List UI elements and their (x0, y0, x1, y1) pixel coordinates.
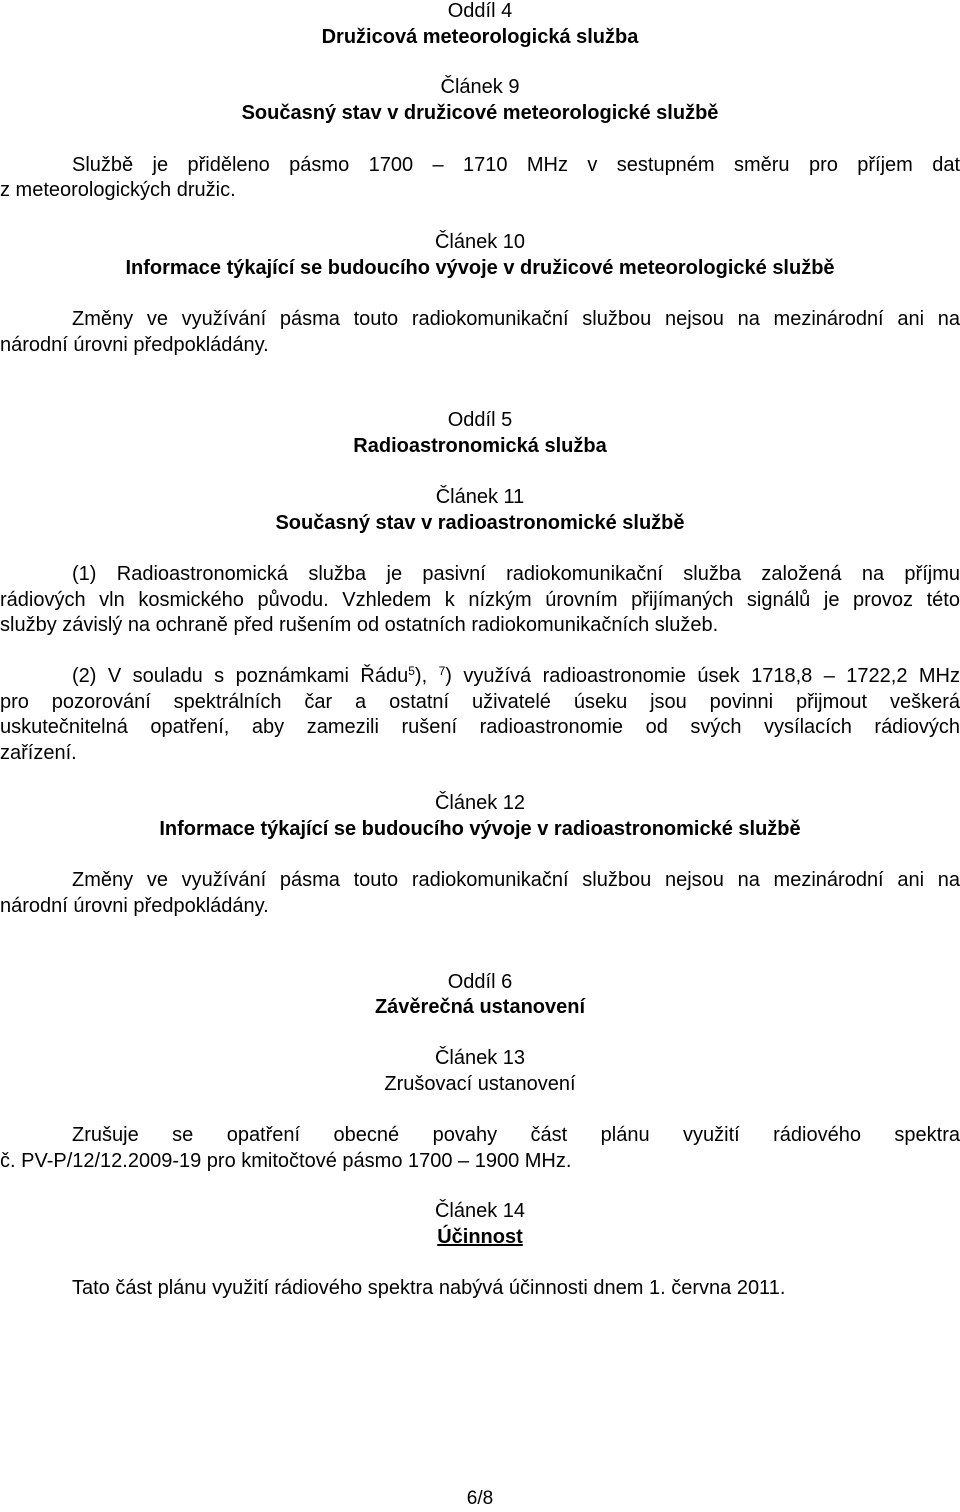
article-12-paragraph-line: národní úrovni předpokládány. (0, 895, 269, 917)
article-12-heading: Článek 12 (434, 792, 526, 814)
article-9-paragraph-line: Službě je přiděleno pásmo 1700 – 1710 MHz v sestupném směru pro příjem dat (72, 154, 960, 176)
article-14-title: Účinnost (437, 1226, 523, 1248)
article-9-title: Současný stav v družicové meteorologické službě (241, 102, 719, 124)
article-11-paragraph-2-line (0, 663, 960, 689)
article-11-heading: Článek 11 (435, 486, 525, 508)
article-11-paragraph-2-line: pro pozorování spektrálních čar a ostatní uživatelé úseku jsou povinni přijmout veškerá (0, 691, 960, 713)
paragraph-2-text: ) využívá radioastronomie úsek 1718,8 – 1722,2 MHz (445, 665, 960, 687)
article-11-paragraph-1-line: (1) Radioastronomická služba je pasivní radiokomunikační služba založená na příjmu (72, 563, 960, 585)
page-number: 6/8 (466, 1488, 494, 1509)
article-11-paragraph-2-line: uskutečnitelná opatření, aby zamezili rušení radioastronomie od svých vysílacích rádiových (0, 716, 960, 738)
section-5-title: Radioastronomická služba (353, 435, 607, 457)
paragraph-2-text: ), (414, 665, 439, 687)
article-11-paragraph-1-line: rádiových vln kosmického původu. Vzhledem k nízkým úrovním přijímaných signálů je provoz této (0, 589, 960, 611)
article-14-paragraph-line: Tato část plánu využití rádiového spektra nabývá účinnosti dnem 1. června 2011. (72, 1277, 786, 1299)
footnote-ref-7: 7 (438, 664, 446, 678)
article-10-heading: Článek 10 (434, 231, 526, 253)
section-6-heading: Oddíl 6 (447, 971, 513, 993)
paragraph-2-text: (2) V souladu s poznámkami Řádu (72, 665, 409, 687)
article-13-heading: Článek 13 (434, 1047, 526, 1069)
article-10-title: Informace týkající se budoucího vývoje v družicové meteorologické službě (125, 257, 835, 279)
section-4-heading: Oddíl 4 (447, 0, 513, 22)
article-9-paragraph-line: z meteorologických družic. (0, 179, 236, 201)
article-10-paragraph-line: Změny ve využívání pásma touto radiokomunikační službou nejsou na mezinárodní ani na (72, 308, 960, 330)
section-6-title: Závěrečná ustanovení (374, 996, 586, 1018)
article-9-heading: Článek 9 (440, 76, 520, 98)
footnote-ref-5: 5 (408, 664, 415, 678)
article-11-paragraph-2-line: zařízení. (0, 742, 77, 764)
article-10-paragraph-line: národní úrovni předpokládány. (0, 334, 269, 356)
article-11-title: Současný stav v radioastronomické službě (275, 512, 685, 534)
article-13-title: Zrušovací ustanovení (384, 1073, 576, 1095)
article-12-title: Informace týkající se budoucího vývoje v radioastronomické službě (159, 818, 801, 840)
article-13-paragraph-line: Zrušuje se opatření obecné povahy část plánu využití rádiového spektra (72, 1124, 960, 1146)
article-12-paragraph-line: Změny ve využívání pásma touto radiokomunikační službou nejsou na mezinárodní ani na (72, 869, 960, 891)
article-13-paragraph-line: č. PV-P/12/12.2009-19 pro kmitočtové pásmo 1700 – 1900 MHz. (0, 1150, 572, 1172)
article-14-heading: Článek 14 (434, 1200, 526, 1222)
article-11-paragraph-1-line: služby závislý na ochraně před rušením od ostatních radiokomunikačních služeb. (0, 614, 719, 636)
section-4-title: Družicová meteorologická služba (321, 26, 639, 48)
section-5-heading: Oddíl 5 (447, 409, 513, 431)
